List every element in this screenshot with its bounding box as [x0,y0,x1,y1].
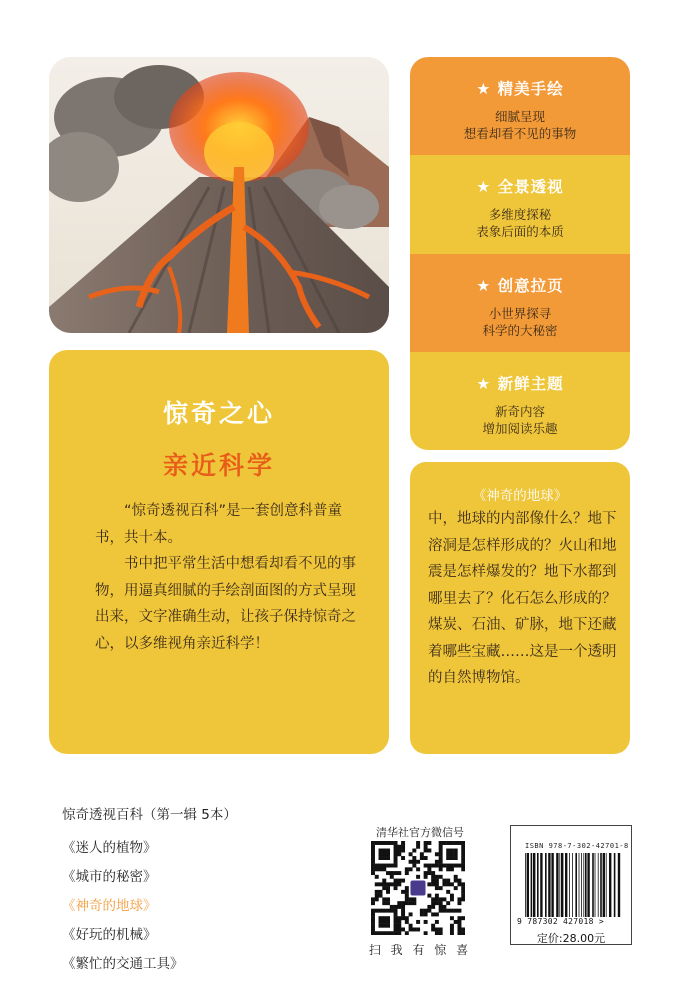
feature-line: 想看却看不见的事物 [463,126,577,141]
feature-title: ★ 创意拉页 [476,276,564,295]
book-title: 《神奇的地球》 [472,488,568,504]
feature-line: 细腻呈现 [494,109,545,124]
feature-line: 表象后面的本质 [476,224,564,240]
intro-title-science: 亲近科学 [162,451,275,480]
intro-title-wonder: 惊奇之心 [162,399,275,428]
intro-body [95,498,357,657]
price: 定价:28.00元 [536,932,606,945]
isbn-text: ISBN 978-7-302-42701-8 [525,842,629,850]
isbn-number: 9 787302 427018 > [517,917,604,926]
feature-line: 多维度探秘 [488,207,552,223]
feature-line: 增加阅读乐趣 [482,420,558,436]
features-panel [410,57,630,450]
intro-paragraph: “惊奇透视百科”是一套创意科普童书，共十本。 [95,503,343,546]
series-heading: 惊奇透视百科（第一辑 5本） [62,807,237,823]
feature-perspective [410,155,630,253]
feature-line: 科学的大秘密 [482,322,558,338]
feature-foldout [410,254,630,352]
volcano-illustration [49,57,389,333]
qr-code[interactable] [371,841,465,935]
book-description-panel [410,462,630,754]
feature-line: 新奇内容 [494,403,545,419]
series-item: 《迷人的植物》 [62,840,157,856]
series-item-current: 《神奇的地球》 [62,898,157,914]
feature-hand-drawn [410,57,630,155]
feature-title: ★ 新鲜主题 [476,374,564,393]
feature-line: 小世界探寻 [488,305,552,321]
feature-title: ★ 精美手绘 [476,80,564,98]
barcode-box [510,825,632,945]
series-item: 《城市的秘密》 [62,869,157,885]
qr-caption: 扫 我 有 惊 喜 [368,943,472,957]
intro-paragraph: 书中把平常生活中想看却看不见的事物，用逼真细腻的手绘剖面图的方式呈现出来，文字准确生动，让孩子保持惊奇之心，以多维视角亲近科学！ [95,556,356,652]
intro-panel [49,350,389,754]
series-list [62,803,237,981]
barcode [525,853,621,917]
qr-label: 清华社官方微信号 [376,826,464,839]
series-item: 《繁忙的交通工具》 [62,956,184,972]
series-item: 《好玩的机械》 [62,927,157,943]
feature-title: ★ 全景透视 [476,178,564,197]
feature-new-theme [410,352,630,450]
book-description: 中，地球的内部像什么？地下溶洞是怎样形成的？火山和地震是怎样爆发的？地下水都到哪里去了？化石怎么形成的？煤炭、石油、矿脉，地下还藏着哪些宝藏……这是一个透明的自然博物馆。 [428,511,617,686]
